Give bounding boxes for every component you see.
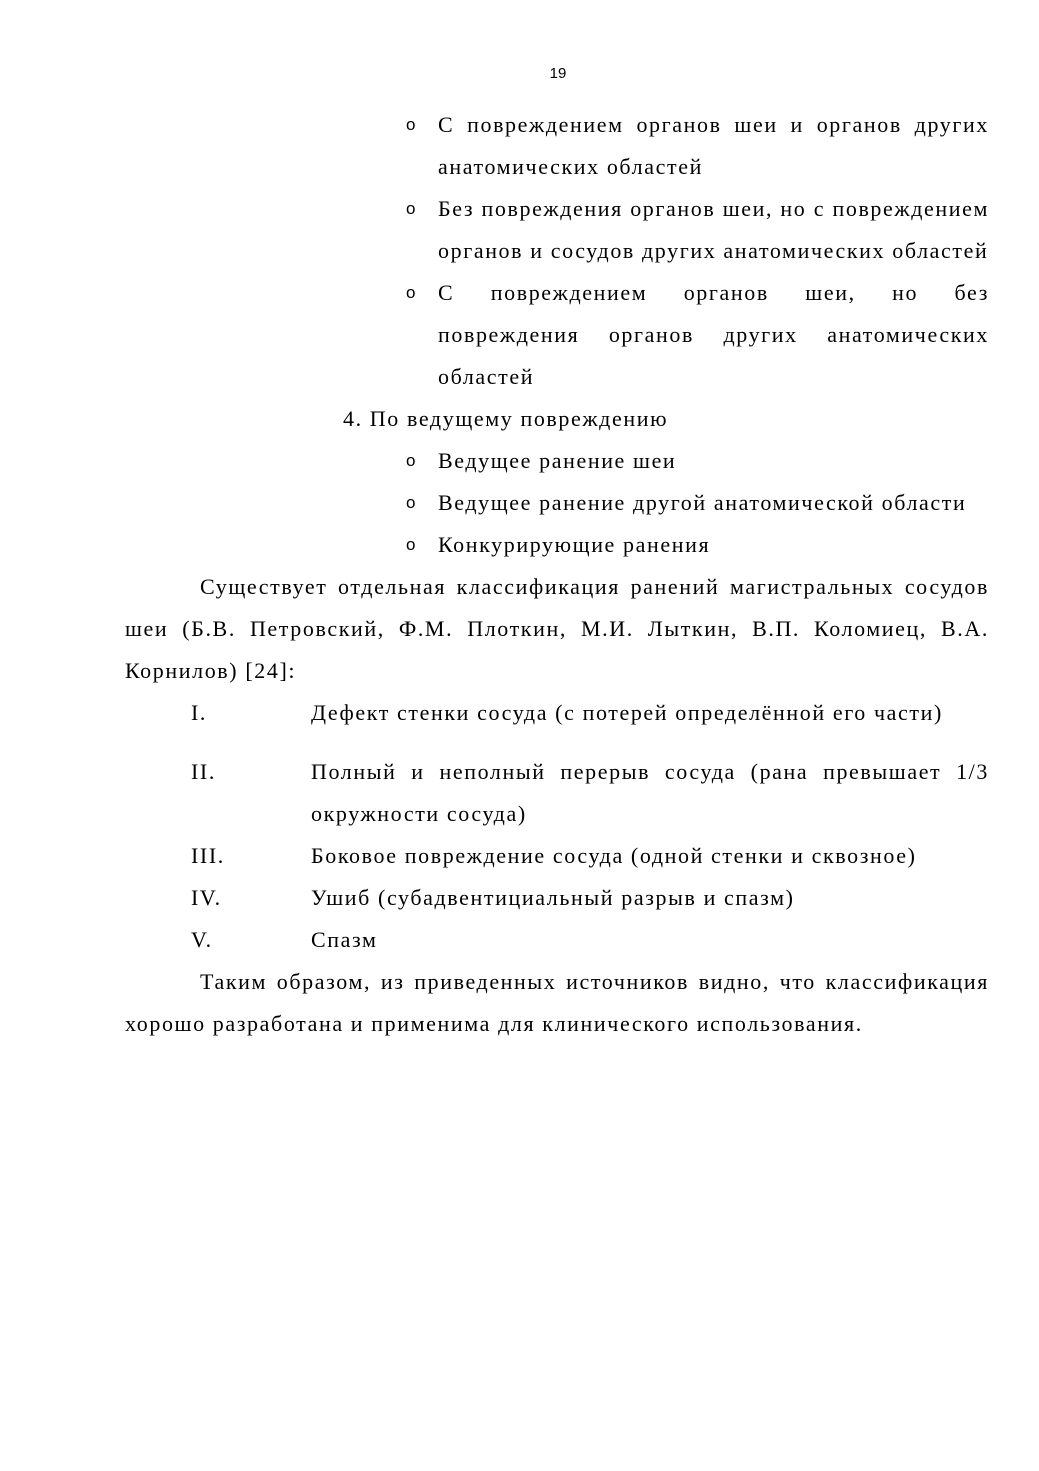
document-body — [125, 104, 989, 1045]
list-item-number: II. — [191, 759, 216, 784]
list-item-text: Полный и неполный перерыв сосуда (рана превышает 1/3 окружности сосуда) — [311, 759, 989, 826]
list-item — [191, 751, 989, 835]
list-item — [191, 919, 989, 961]
list-item-text: Спазм — [311, 927, 378, 952]
bullet-marker: o — [406, 451, 416, 470]
list-item-text: Дефект стенки сосуда (с потерей определённой его части) — [311, 700, 943, 725]
list-item — [406, 104, 989, 188]
bullet-marker: o — [406, 493, 416, 512]
list-item-text: Ушиб (субадвентициальный разрыв и спазм) — [311, 885, 795, 910]
list-item-number: IV. — [191, 885, 222, 910]
vessel-classification-list — [125, 692, 989, 961]
list-item — [191, 692, 989, 734]
bullet-marker: o — [406, 115, 416, 134]
paragraph: Таким образом, из приведенных источников видно, что классификация хорошо разработана и применима для клинического использования. — [125, 969, 989, 1036]
list-item — [191, 877, 989, 919]
list-item-text: Конкурирующие ранения — [438, 532, 711, 557]
section-heading: 4. По ведущему повреждению — [343, 406, 669, 431]
list-item-number: I. — [191, 700, 208, 725]
list-item-text: Ведущее ранение шеи — [438, 448, 677, 473]
page-number: 19 — [549, 65, 567, 82]
list-item — [406, 188, 989, 272]
list-item — [406, 272, 989, 398]
list-item — [406, 440, 989, 482]
list-item-number: V. — [191, 927, 213, 952]
list-item — [406, 524, 989, 566]
list-item — [191, 835, 989, 877]
list-item-text: С повреждением органов шеи и органов других анатомических областей — [438, 112, 989, 179]
bullet-marker: o — [406, 199, 416, 218]
list-item-number: III. — [191, 843, 225, 868]
list-item-text: С повреждением органов шеи, но без повреждения органов других анатомических областей — [438, 280, 989, 389]
paragraph: Существует отдельная классификация ранений магистральных сосудов шеи (Б.В. Петровский, Ф.М. Плоткин, М.И. Лыткин, В.П. Коломиец, В.А. Корнилов) [24]: — [125, 574, 989, 683]
list-item-text: Ведущее ранение другой анатомической области — [438, 490, 967, 515]
list-item-text: Боковое повреждение сосуда (одной стенки и сквозное) — [311, 843, 917, 868]
bullet-marker: o — [406, 283, 416, 302]
bullet-marker: o — [406, 535, 416, 554]
list-item — [406, 482, 989, 524]
list-item-text: Без повреждения органов шеи, но с повреждением органов и сосудов других анатомических областей — [438, 196, 989, 263]
